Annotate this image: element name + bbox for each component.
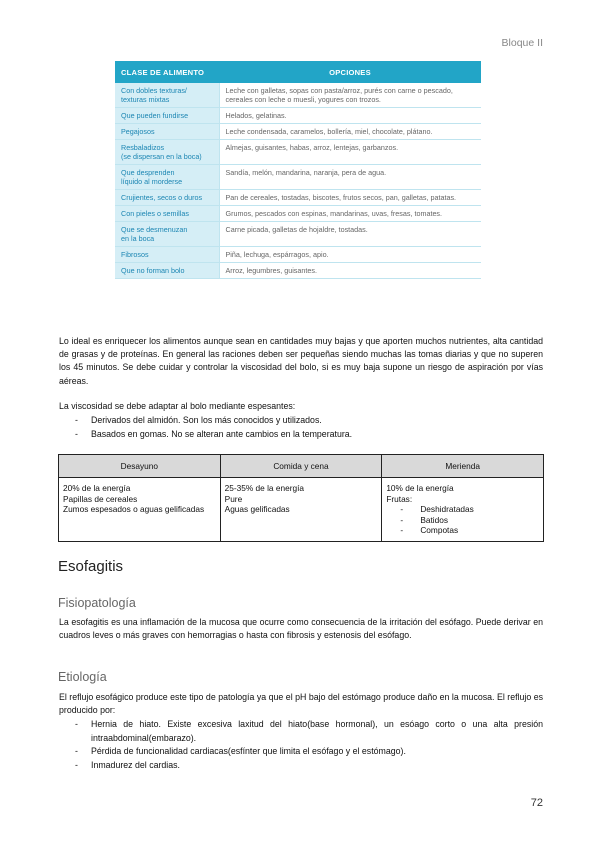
etiologia-list	[75, 718, 543, 772]
meals-header-comida: Comida y cena	[220, 455, 382, 478]
list-item: - Pérdida de funcionalidad cardiacas(esfínter que limita el esófago y el estómago).	[75, 745, 543, 759]
food-options-cell: Leche condensada, caramelos, bollería, miel, chocolate, plátano.	[219, 124, 481, 140]
table-row	[115, 140, 481, 165]
table-row	[115, 206, 481, 222]
food-options-cell: Arroz, legumbres, guisantes.	[219, 263, 481, 279]
food-options-cell: Sandía, melón, mandarina, naranja, pera de agua.	[219, 165, 481, 190]
cell-line: 10% de la energía	[386, 483, 454, 493]
section-title-esofagitis: Esofagitis	[58, 558, 124, 575]
food-options-cell: Leche con galletas, sopas con pasta/arroz, purés con carne o pescado, cereales con leche o muesli, yogures con trozos.	[219, 83, 481, 108]
cell-line: Aguas gelificadas	[224, 504, 290, 514]
food-options-cell: Piña, lechuga, espárragos, apio.	[219, 247, 481, 263]
subsection-title-etiologia: Etiología	[58, 670, 107, 684]
food-category-cell: Que no forman bolo	[115, 263, 219, 279]
food-category-cell: Que se desmenuzan en la boca	[115, 222, 219, 247]
cell-line: Frutas:	[386, 493, 413, 504]
intro-paragraph: Lo ideal es enriquecer los alimentos aunque sean en cantidades muy bajas y que aporten muchos nutrientes, alta cantidad de grasas y de proteínas. En general las raciones deben ser pequeñas siendo muchas las tomas diarias y que no superen los 45 minutos. Se debe cuidar y controlar la viscosidad del bolo, si es muy baja supone un riesgo de aspiración por vías aéreas.	[59, 336, 543, 386]
food-options-cell: Helados, gelatinas.	[219, 108, 481, 124]
section-header: Bloque II	[501, 37, 543, 49]
list-item: - Deshidratadas	[400, 504, 539, 515]
fisiopatologia-paragraph: La esofagitis es una inflamación de la mucosa que ocurre como consecuencia de la irritación del esófago. Puede derivar en cuadros leves o más graves con hemorragias o hasta con fibrosis y estenosis del esófago.	[59, 617, 543, 641]
viscosity-lead: La viscosidad se debe adaptar al bolo mediante espesantes:	[59, 401, 296, 411]
cell-line: Zumos espesados o aguas gelificadas	[63, 504, 205, 514]
etiologia-paragraph: El reflujo esofágico produce este tipo de patología ya que el pH bajo del estómago produce daño en la mucosa. El reflujo es producido por:	[59, 692, 543, 716]
food-category-cell: Con pieles o semillas	[115, 206, 219, 222]
food-table-header-options: OPCIONES	[219, 61, 481, 83]
food-category-cell: Pegajosos	[115, 124, 219, 140]
list-item: - Derivados del almidón. Son los más conocidos y utilizados.	[75, 414, 352, 428]
fruit-list	[386, 504, 539, 536]
food-texture-table	[115, 61, 481, 279]
food-category-cell: Que pueden fundirse	[115, 108, 219, 124]
list-item: - Hernia de hiato. Existe excesiva laxitud del hiato(base hormonal), un esóago corto o una alta presión intraabdominal(embarazo).	[75, 718, 543, 745]
food-category-cell: Crujientes, secos o duros	[115, 190, 219, 206]
meals-cell-comida	[220, 478, 382, 542]
cell-line: Papillas de cereales	[63, 493, 138, 504]
list-item: - Inmadurez del cardias.	[75, 759, 543, 773]
table-row	[115, 108, 481, 124]
food-table-header-category: CLASE DE ALIMENTO	[115, 61, 219, 83]
table-row	[115, 165, 481, 190]
list-item: - Compotas	[400, 525, 539, 536]
meals-cell-merienda	[382, 478, 544, 542]
food-options-cell: Grumos, pescados con espinas, mandarinas, uvas, fresas, tomates.	[219, 206, 481, 222]
food-category-cell: Resbaladizos (se dispersan en la boca)	[115, 140, 219, 165]
food-options-cell: Pan de cereales, tostadas, biscotes, frutos secos, pan, galletas, patatas.	[219, 190, 481, 206]
table-row	[115, 247, 481, 263]
list-item: - Basados en gomas. No se alteran ante cambios en la temperatura.	[75, 428, 352, 442]
food-table-body	[115, 83, 481, 279]
food-category-cell: Con dobles texturas/ texturas mixtas	[115, 83, 219, 108]
meals-table	[58, 454, 544, 542]
food-category-cell: Fibrosos	[115, 247, 219, 263]
list-item: - Batidos	[400, 515, 539, 526]
table-row	[115, 190, 481, 206]
subsection-title-fisiopatologia: Fisiopatología	[58, 596, 136, 610]
food-category-cell: Que desprenden líquido al morderse	[115, 165, 219, 190]
table-row	[115, 222, 481, 247]
meals-header-desayuno: Desayuno	[59, 455, 221, 478]
meals-header-merienda: Merienda	[382, 455, 544, 478]
meals-cell-desayuno	[59, 478, 221, 542]
food-options-cell: Almejas, guisantes, habas, arroz, lentejas, garbanzos.	[219, 140, 481, 165]
page-number: 72	[530, 797, 543, 809]
viscosity-list	[75, 414, 352, 441]
table-row	[115, 83, 481, 108]
cell-line: 25-35% de la energía	[224, 483, 304, 493]
cell-line: Pure	[224, 493, 243, 504]
food-options-cell: Carne picada, galletas de hojaldre, tostadas.	[219, 222, 481, 247]
cell-line: 20% de la energía	[63, 483, 131, 493]
table-row	[115, 263, 481, 279]
table-row	[115, 124, 481, 140]
